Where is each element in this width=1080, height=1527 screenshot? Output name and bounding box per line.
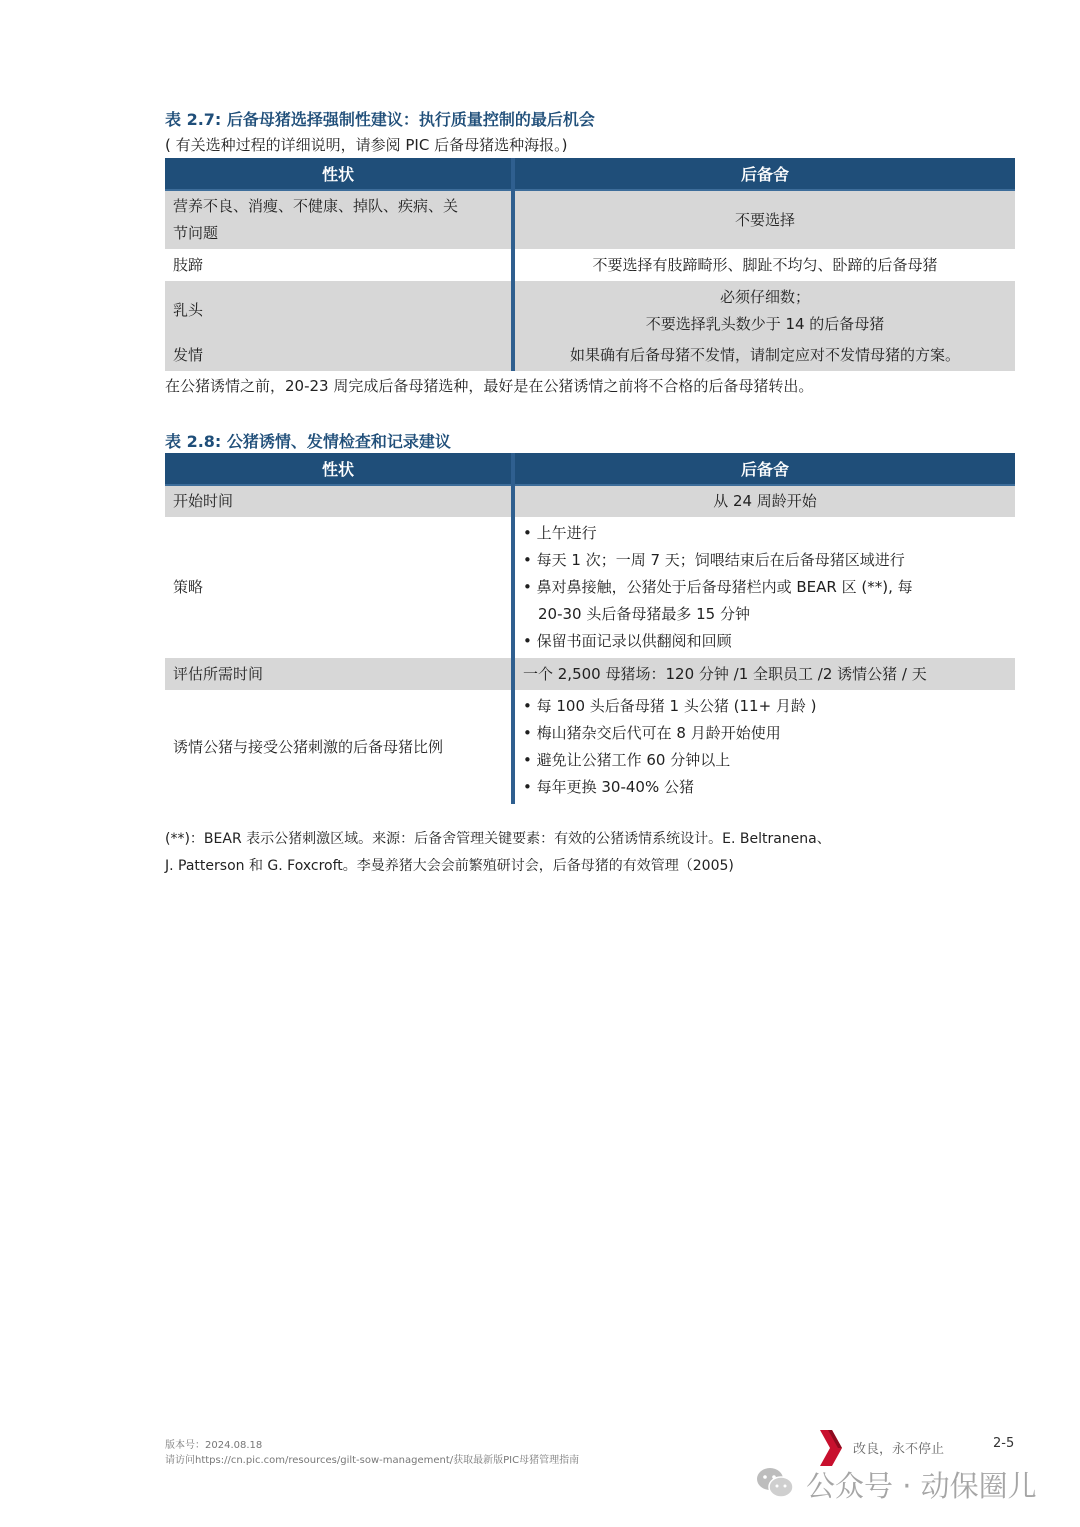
table1-row2-value: 不要选择有肢蹄畸形、脚趾不均匀、卧蹄的后备母猪 (513, 249, 1015, 281)
table2-row1-trait: 开始时间 (165, 485, 513, 517)
footer-slogan: 改良，永不停止 (853, 1442, 945, 1457)
table2-row3-trait: 评估所需时间 (165, 658, 513, 690)
table-row (165, 281, 1015, 340)
table-row (165, 190, 1015, 249)
table1-subtitle: ( 有关选种过程的详细说明，请参阅 PIC 后备母猪选种海报。) (165, 136, 568, 154)
watermark-text: 公众号 · 动保圈儿 (806, 1469, 1037, 1503)
table-row (165, 485, 1015, 517)
table1-row4-value: 如果确有后备母猪不发情，请制定应对不发情母猪的方案。 (513, 340, 1015, 371)
table2-title: 表 2.8: 公猪诱情、发情检查和记录建议 (165, 432, 451, 451)
pic-logo-chevron-icon (818, 1428, 844, 1468)
table2-row2-trait: 策略 (165, 517, 513, 658)
wechat-icon (755, 1466, 795, 1500)
table2 (165, 453, 1015, 804)
table2-row4-value (513, 690, 1015, 804)
table1-header-value: 后备舍 (513, 158, 1015, 190)
table-row (165, 249, 1015, 281)
footer-url[interactable]: 请访问https://cn.pic.com/resources/gilt-sow-management/获取最新版PIC母猪管理指南 (165, 1455, 580, 1466)
list-item: • 每年更换 30-40% 公猪 (523, 778, 694, 796)
table2-row1-value: 从 24 周龄开始 (513, 485, 1015, 517)
footer-version: 版本号：2024.08.18 (165, 1440, 263, 1451)
table1-row2-trait: 肢蹄 (165, 249, 513, 281)
footnote-line2: J. Patterson 和 G. Foxcroft。李曼养猪大会会前繁殖研讨会，后备母猪的有效管理（2005) (165, 858, 734, 874)
table1-row4-trait: 发情 (165, 340, 513, 371)
table2-row2-value (513, 517, 1015, 658)
table-row (165, 690, 1015, 804)
list-item: • 梅山猪杂交后代可在 8 月龄开始使用 (523, 724, 781, 742)
table1 (165, 158, 1015, 371)
table-row (165, 658, 1015, 690)
table-row (165, 517, 1015, 658)
table1-row1-value: 不要选择 (513, 190, 1015, 249)
list-item: • 上午进行 (523, 524, 597, 542)
footnote-line1: (**)：BEAR 表示公猪刺激区域。来源：后备舍管理关键要素：有效的公猪诱情系统设计。E. Beltranena、 (165, 831, 831, 847)
table1-header-trait: 性状 (165, 158, 513, 190)
list-item: 20-30 头后备母猪最多 15 分钟 (538, 605, 750, 623)
table2-header-value: 后备舍 (513, 453, 1015, 485)
list-item: • 鼻对鼻接触，公猪处于后备母猪栏内或 BEAR 区 (**), 每 (523, 578, 913, 596)
list-item: • 每天 1 次；一周 7 天；饲喂结束后在后备母猪区域进行 (523, 551, 905, 569)
table-row (165, 340, 1015, 371)
footnote (165, 826, 831, 880)
table1-row3-trait: 乳头 (165, 281, 513, 340)
page-number: 2-5 (993, 1436, 1015, 1451)
table1-title: 表 2.7: 后备母猪选择强制性建议：执行质量控制的最后机会 (165, 110, 595, 129)
table2-row4-trait: 诱情公猪与接受公猪刺激的后备母猪比例 (165, 690, 513, 804)
list-item: • 避免让公猪工作 60 分钟以上 (523, 751, 731, 769)
list-item: • 每 100 头后备母猪 1 头公猪 (11+ 月龄 ) (523, 697, 817, 715)
table1-note: 在公猪诱情之前，20-23 周完成后备母猪选种，最好是在公猪诱情之前将不合格的后备母猪转出。 (165, 377, 814, 395)
table2-row3-value: 一个 2,500 母猪场：120 分钟 /1 全职员工 /2 诱情公猪 / 天 (513, 658, 1015, 690)
table2-header-trait: 性状 (165, 453, 513, 485)
table1-row1-trait: 营养不良、消瘦、不健康、掉队、疾病、关 节问题 (165, 190, 513, 249)
table1-row3-value: 必须仔细数； 不要选择乳头数少于 14 的后备母猪 (513, 281, 1015, 340)
list-item: • 保留书面记录以供翻阅和回顾 (523, 632, 732, 650)
